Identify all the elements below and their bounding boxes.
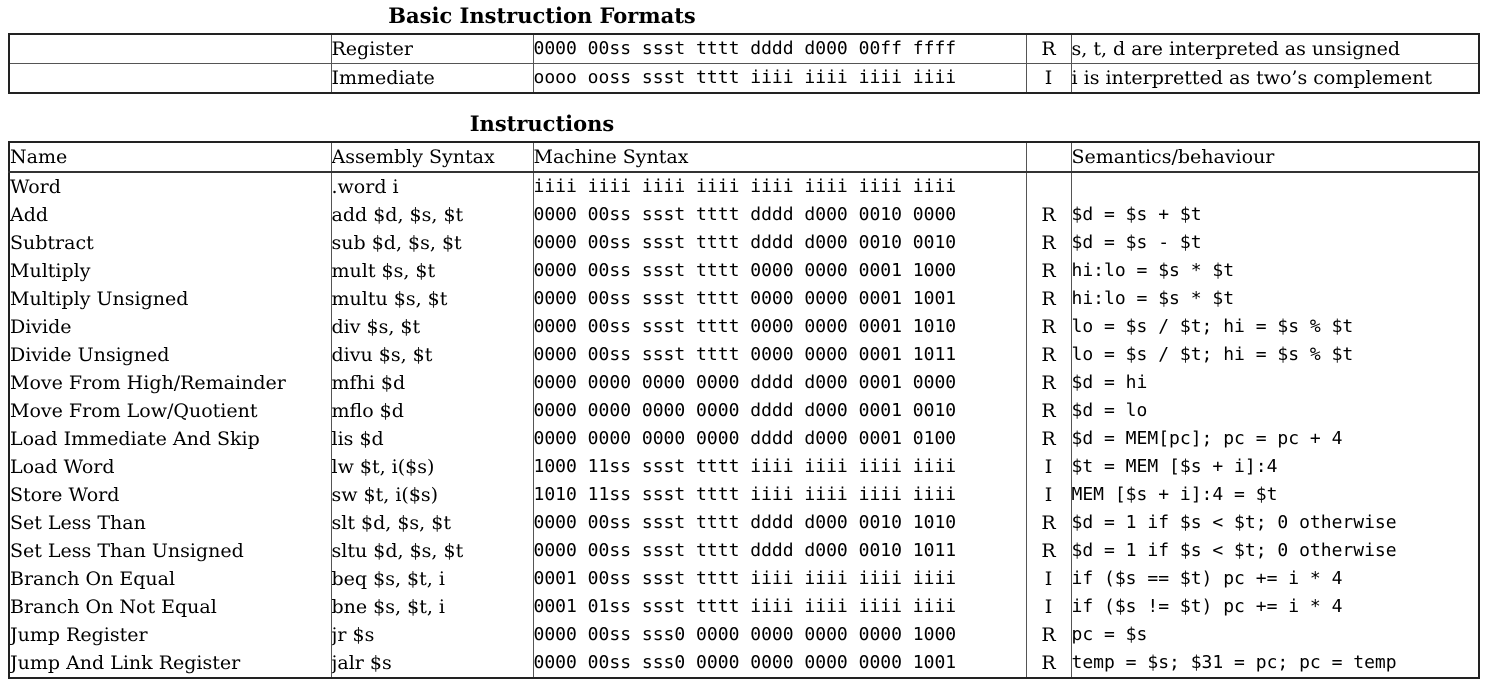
cell-assembly-syntax: sw $t, i($s): [331, 481, 533, 509]
format-row: [9, 64, 1479, 94]
instruction-row: [9, 229, 1479, 257]
cell-format-type: I: [1026, 593, 1071, 621]
cell-format-type: R: [1026, 34, 1071, 64]
cell-semantics: lo = $s / $t; hi = $s % $t: [1071, 313, 1479, 341]
cell-instruction-name: Set Less Than Unsigned: [9, 537, 331, 565]
cell-semantics: $d = $s + $t: [1071, 201, 1479, 229]
instruction-row: [9, 397, 1479, 425]
cell-instruction-name: Set Less Than: [9, 509, 331, 537]
cell-format-type: R: [1026, 369, 1071, 397]
column-header-semantics: Semantics/behaviour: [1071, 142, 1479, 172]
cell-format-type: R: [1026, 201, 1071, 229]
cell-machine-syntax: oooo ooss ssst tttt iiii iiii iiii iiii: [533, 64, 1026, 94]
instruction-row: [9, 593, 1479, 621]
cell-machine-syntax: 0000 00ss sss0 0000 0000 0000 0000 1000: [533, 621, 1026, 649]
cell-instruction-name: Load Word: [9, 453, 331, 481]
instruction-row: [9, 313, 1479, 341]
cell-semantics: hi:lo = $s * $t: [1071, 285, 1479, 313]
cell-semantics: $d = MEM[pc]; pc = pc + 4: [1071, 425, 1479, 453]
cell-machine-syntax: 0000 00ss ssst tttt dddd d000 0010 0000: [533, 201, 1026, 229]
cell-instruction-name: Jump Register: [9, 621, 331, 649]
cell-assembly-syntax: mflo $d: [331, 397, 533, 425]
instruction-row: [9, 369, 1479, 397]
cell-format-name: Register: [331, 34, 533, 64]
cell-semantics: $d = 1 if $s < $t; 0 otherwise: [1071, 509, 1479, 537]
instruction-row: [9, 172, 1479, 201]
cell-machine-syntax: 0000 00ss ssst tttt dddd d000 0010 1010: [533, 509, 1026, 537]
cell-machine-syntax: 0001 01ss ssst tttt iiii iiii iiii iiii: [533, 593, 1026, 621]
cell-instruction-name: Word: [9, 172, 331, 201]
cell-semantics: temp = $s; $31 = pc; pc = temp: [1071, 649, 1479, 678]
column-header-format-type: [1026, 142, 1071, 172]
cell-instruction-name: Load Immediate And Skip: [9, 425, 331, 453]
cell-format-type: R: [1026, 509, 1071, 537]
instruction-row: [9, 565, 1479, 593]
cell-machine-syntax: 0000 00ss ssst tttt 0000 0000 0001 1011: [533, 341, 1026, 369]
instructions-header-row: [9, 142, 1479, 172]
cell-instruction-name: Multiply: [9, 257, 331, 285]
cell-empty-name: [9, 34, 331, 64]
cell-machine-syntax: 0000 0000 0000 0000 dddd d000 0001 0100: [533, 425, 1026, 453]
cell-assembly-syntax: mfhi $d: [331, 369, 533, 397]
cell-machine-syntax: 0001 00ss ssst tttt iiii iiii iiii iiii: [533, 565, 1026, 593]
instructions-section-title: Instructions: [469, 111, 615, 136]
column-header-name: Name: [9, 142, 331, 172]
cell-format-type: R: [1026, 313, 1071, 341]
cell-instruction-name: Subtract: [9, 229, 331, 257]
cell-semantics: $t = MEM [$s + i]:4: [1071, 453, 1479, 481]
cell-instruction-name: Multiply Unsigned: [9, 285, 331, 313]
cell-machine-syntax: 1000 11ss ssst tttt iiii iiii iiii iiii: [533, 453, 1026, 481]
cell-machine-syntax: 0000 00ss sss0 0000 0000 0000 0000 1001: [533, 649, 1026, 678]
cell-machine-syntax: 0000 0000 0000 0000 dddd d000 0001 0010: [533, 397, 1026, 425]
cell-instruction-name: Jump And Link Register: [9, 649, 331, 678]
cell-format-description: s, t, d are interpreted as unsigned: [1071, 34, 1479, 64]
cell-assembly-syntax: bne $s, $t, i: [331, 593, 533, 621]
basic-instruction-formats-table: [8, 33, 1480, 94]
cell-instruction-name: Branch On Equal: [9, 565, 331, 593]
cell-instruction-name: Divide Unsigned: [9, 341, 331, 369]
cell-semantics: if ($s == $t) pc += i * 4: [1071, 565, 1479, 593]
formats-section-title: Basic Instruction Formats: [388, 3, 696, 28]
cell-format-type: I: [1026, 481, 1071, 509]
cell-format-type: R: [1026, 229, 1071, 257]
cell-format-name: Immediate: [331, 64, 533, 94]
cell-instruction-name: Move From High/Remainder: [9, 369, 331, 397]
instruction-row: [9, 201, 1479, 229]
cell-format-type: R: [1026, 621, 1071, 649]
instruction-row: [9, 425, 1479, 453]
instruction-row: [9, 285, 1479, 313]
cell-format-type: I: [1026, 565, 1071, 593]
cell-empty-name: [9, 64, 331, 94]
cell-format-type: R: [1026, 425, 1071, 453]
cell-semantics: $d = $s - $t: [1071, 229, 1479, 257]
cell-semantics: [1071, 172, 1479, 201]
cell-assembly-syntax: add $d, $s, $t: [331, 201, 533, 229]
format-row: [9, 34, 1479, 64]
cell-machine-syntax: 0000 00ss ssst tttt 0000 0000 0001 1000: [533, 257, 1026, 285]
cell-format-type: R: [1026, 341, 1071, 369]
cell-format-type: I: [1026, 64, 1071, 94]
cell-machine-syntax: iiii iiii iiii iiii iiii iiii iiii iiii: [533, 172, 1026, 201]
cell-machine-syntax: 0000 00ss ssst tttt 0000 0000 0001 1001: [533, 285, 1026, 313]
cell-machine-syntax: 0000 00ss ssst tttt dddd d000 00ff ffff: [533, 34, 1026, 64]
cell-semantics: $d = lo: [1071, 397, 1479, 425]
instruction-row: [9, 509, 1479, 537]
instruction-row: [9, 537, 1479, 565]
cell-assembly-syntax: slt $d, $s, $t: [331, 509, 533, 537]
instruction-row: [9, 481, 1479, 509]
instruction-row: [9, 621, 1479, 649]
cell-machine-syntax: 0000 00ss ssst tttt dddd d000 0010 1011: [533, 537, 1026, 565]
cell-assembly-syntax: lw $t, i($s): [331, 453, 533, 481]
cell-assembly-syntax: jr $s: [331, 621, 533, 649]
cell-format-type: R: [1026, 649, 1071, 678]
instruction-row: [9, 341, 1479, 369]
cell-instruction-name: Move From Low/Quotient: [9, 397, 331, 425]
cell-machine-syntax: 0000 00ss ssst tttt dddd d000 0010 0010: [533, 229, 1026, 257]
instruction-row: [9, 257, 1479, 285]
cell-assembly-syntax: beq $s, $t, i: [331, 565, 533, 593]
cell-assembly-syntax: multu $s, $t: [331, 285, 533, 313]
cell-semantics: hi:lo = $s * $t: [1071, 257, 1479, 285]
cell-assembly-syntax: sub $d, $s, $t: [331, 229, 533, 257]
cell-semantics: $d = 1 if $s < $t; 0 otherwise: [1071, 537, 1479, 565]
cell-assembly-syntax: div $s, $t: [331, 313, 533, 341]
cell-format-type: R: [1026, 397, 1071, 425]
cell-assembly-syntax: divu $s, $t: [331, 341, 533, 369]
instructions-table: [8, 141, 1480, 679]
cell-machine-syntax: 0000 0000 0000 0000 dddd d000 0001 0000: [533, 369, 1026, 397]
cell-semantics: MEM [$s + i]:4 = $t: [1071, 481, 1479, 509]
cell-assembly-syntax: .word i: [331, 172, 533, 201]
cell-format-type: R: [1026, 285, 1071, 313]
cell-instruction-name: Branch On Not Equal: [9, 593, 331, 621]
column-header-assembly-syntax: Assembly Syntax: [331, 142, 533, 172]
cell-semantics: pc = $s: [1071, 621, 1479, 649]
cell-format-type: R: [1026, 537, 1071, 565]
column-header-machine-syntax: Machine Syntax: [533, 142, 1026, 172]
cell-instruction-name: Store Word: [9, 481, 331, 509]
cell-machine-syntax: 1010 11ss ssst tttt iiii iiii iiii iiii: [533, 481, 1026, 509]
cell-assembly-syntax: jalr $s: [331, 649, 533, 678]
cell-format-type: R: [1026, 257, 1071, 285]
cell-semantics: if ($s != $t) pc += i * 4: [1071, 593, 1479, 621]
cell-assembly-syntax: sltu $d, $s, $t: [331, 537, 533, 565]
cell-assembly-syntax: lis $d: [331, 425, 533, 453]
cell-format-description: i is interpretted as two’s complement: [1071, 64, 1479, 94]
cell-format-type: I: [1026, 453, 1071, 481]
cell-format-type: [1026, 172, 1071, 201]
cell-instruction-name: Divide: [9, 313, 331, 341]
cell-semantics: $d = hi: [1071, 369, 1479, 397]
cell-instruction-name: Add: [9, 201, 331, 229]
instruction-row: [9, 649, 1479, 678]
cell-assembly-syntax: mult $s, $t: [331, 257, 533, 285]
cell-semantics: lo = $s / $t; hi = $s % $t: [1071, 341, 1479, 369]
cell-machine-syntax: 0000 00ss ssst tttt 0000 0000 0001 1010: [533, 313, 1026, 341]
instruction-row: [9, 453, 1479, 481]
